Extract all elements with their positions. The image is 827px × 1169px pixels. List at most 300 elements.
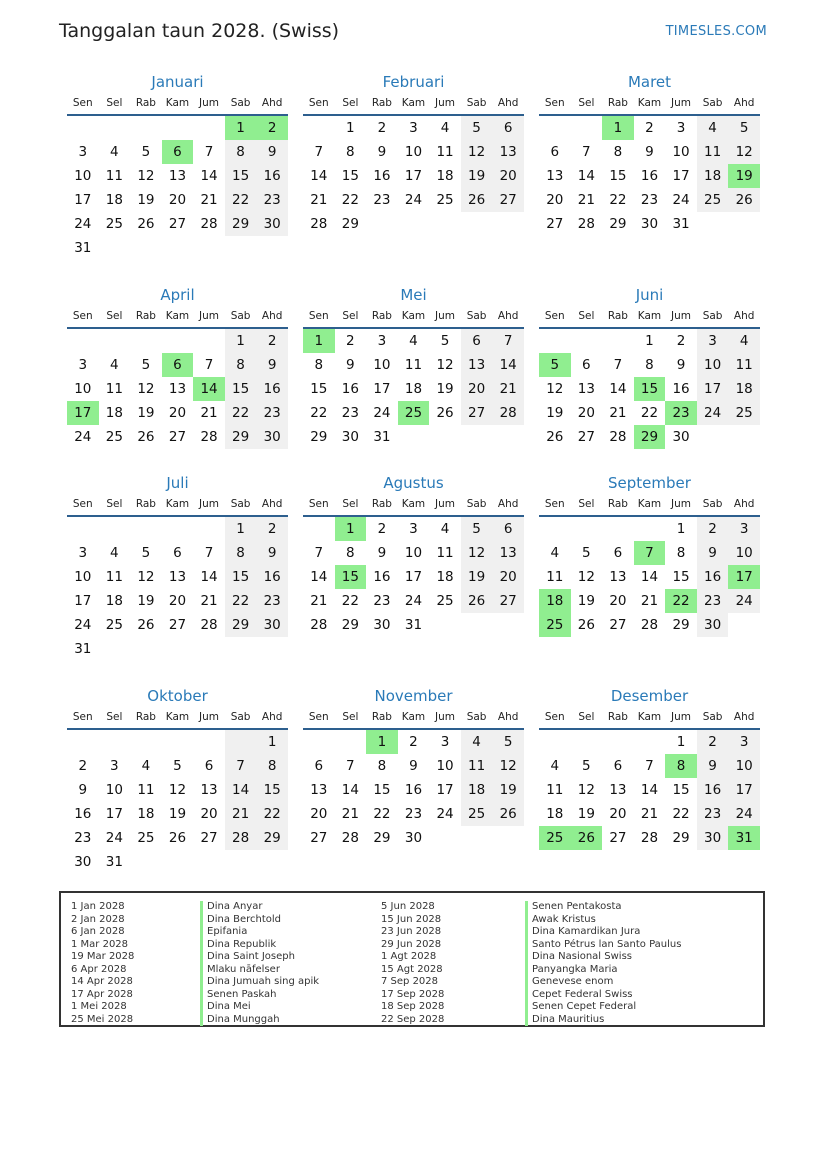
empty-cell — [193, 517, 225, 541]
day-cell: 28 — [577, 216, 595, 232]
weekday-label: Kam — [637, 711, 662, 723]
day-cell: 3 — [78, 357, 88, 373]
weekday-label: Rab — [371, 97, 392, 109]
day-cell: 22 — [225, 188, 257, 212]
brand-link[interactable]: TIMESLES.COM — [665, 24, 767, 39]
day-cell: 3 — [377, 333, 387, 349]
day-cell: 19 — [577, 593, 595, 609]
day-cell: 8 — [676, 545, 686, 561]
day-cell: 1 — [225, 329, 257, 353]
day-cell: 5 — [492, 730, 524, 754]
day-cell: 12 — [137, 569, 155, 585]
day-cell: 4 — [550, 758, 560, 774]
day-cell: 24 — [373, 405, 391, 421]
day-cell: 28 — [609, 429, 627, 445]
weekday-label: Ahd — [733, 310, 755, 322]
day-cell: 28 — [225, 826, 257, 850]
day-cell: 22 — [609, 192, 627, 208]
day-cell: 19 — [168, 806, 187, 822]
day-cell: 30 — [672, 429, 690, 445]
day-cell: 23 — [341, 405, 359, 421]
day-cell: 4 — [110, 545, 119, 561]
day-cell: 27 — [168, 429, 187, 445]
holiday-entry: Dina Berchtold — [207, 913, 282, 925]
day-cell: 25 — [697, 188, 729, 212]
day-cell: 9 — [377, 144, 387, 160]
day-cell: 10 — [74, 569, 92, 585]
day-cell: 2 — [409, 734, 418, 750]
day-cell: 20 — [546, 192, 564, 208]
day-cell: 16 — [256, 164, 288, 188]
holiday-day-cell: 15 — [634, 377, 666, 401]
empty-cell — [162, 730, 194, 754]
day-cell: 1 — [256, 730, 288, 754]
day-cell: 3 — [110, 758, 119, 774]
day-cell: 19 — [461, 164, 493, 188]
day-cell: 5 — [582, 758, 591, 774]
day-cell: 3 — [697, 329, 729, 353]
day-cell: 4 — [110, 357, 119, 373]
weekday-header — [67, 92, 288, 116]
day-cell: 25 — [728, 401, 760, 425]
day-cell: 16 — [697, 778, 729, 802]
day-cell: 21 — [310, 192, 328, 208]
day-cell: 26 — [137, 429, 155, 445]
day-cell: 10 — [697, 353, 729, 377]
day-cell: 18 — [436, 168, 454, 184]
weekday-label: Sen — [72, 310, 93, 322]
day-cell: 7 — [492, 329, 524, 353]
holiday-entry: 15 Agt 2028 — [381, 963, 443, 975]
weekday-label: Sab — [702, 498, 723, 510]
day-cell: 6 — [613, 758, 623, 774]
day-cell: 8 — [613, 144, 623, 160]
day-cell: 9 — [697, 754, 729, 778]
day-cell: 30 — [256, 425, 288, 449]
day-cell: 23 — [697, 589, 729, 613]
day-cell: 27 — [492, 589, 524, 613]
weekday-label: Rab — [607, 711, 628, 723]
month-name: Februari — [382, 73, 445, 91]
weekday-label: Kam — [401, 498, 426, 510]
day-cell: 21 — [492, 377, 524, 401]
weekday-label: Ahd — [497, 310, 519, 322]
day-cell: 31 — [74, 641, 92, 657]
weekday-label: Ahd — [497, 498, 519, 510]
day-cell: 27 — [461, 401, 493, 425]
holiday-names-col-2 — [532, 901, 681, 1026]
day-cell: 21 — [640, 806, 659, 822]
holiday-entry: 5 Jun 2028 — [381, 901, 435, 912]
month-name: September — [608, 474, 691, 492]
day-grid — [303, 329, 524, 449]
day-cell: 9 — [78, 782, 88, 798]
holiday-entry: 1 Mei 2028 — [71, 1001, 127, 1012]
day-cell: 18 — [697, 164, 729, 188]
weekday-label: Jum — [435, 97, 456, 109]
day-cell: 8 — [346, 144, 355, 160]
day-cell: 4 — [697, 116, 729, 140]
holiday-dates-col-1 — [71, 901, 134, 1026]
day-cell: 20 — [492, 164, 524, 188]
day-cell: 30 — [404, 830, 423, 846]
day-cell: 5 — [461, 517, 493, 541]
day-cell: 25 — [137, 830, 155, 846]
empty-cell — [67, 730, 99, 754]
day-cell: 29 — [672, 830, 690, 846]
day-cell: 18 — [105, 192, 123, 208]
day-cell: 22 — [341, 593, 359, 609]
empty-cell — [539, 329, 571, 353]
month-name: Agustus — [383, 474, 444, 492]
day-cell: 25 — [461, 802, 493, 826]
day-cell: 21 — [577, 192, 595, 208]
month-name: Juli — [166, 474, 189, 492]
day-cell: 11 — [105, 569, 123, 585]
day-cell: 14 — [640, 569, 659, 585]
weekday-label: Kam — [637, 310, 662, 322]
day-cell: 1 — [225, 517, 257, 541]
day-cell: 3 — [409, 120, 418, 136]
weekday-label: Jum — [671, 97, 692, 109]
page-title: Tanggalan taun 2028. (Swiss) — [59, 20, 340, 42]
day-cell: 23 — [256, 589, 288, 613]
day-cell: 19 — [492, 778, 524, 802]
weekday-label: Kam — [165, 711, 190, 723]
weekday-label: Sen — [72, 711, 93, 723]
weekday-header — [67, 305, 288, 329]
day-cell: 9 — [676, 357, 686, 373]
day-cell: 17 — [404, 569, 423, 585]
day-cell: 2 — [256, 329, 288, 353]
day-cell: 24 — [404, 192, 423, 208]
holiday-entry: 1 Agt 2028 — [381, 951, 437, 962]
month-juli — [67, 473, 288, 661]
empty-cell — [130, 730, 162, 754]
day-cell: 10 — [436, 758, 454, 774]
day-cell: 31 — [373, 429, 391, 445]
weekday-label: Rab — [135, 97, 156, 109]
day-cell: 2 — [346, 333, 355, 349]
day-grid — [67, 116, 288, 260]
day-cell: 19 — [137, 405, 155, 421]
weekday-label: Sel — [578, 310, 595, 322]
holiday-entry: 2 Jan 2028 — [71, 913, 125, 925]
weekday-label: Sel — [342, 310, 359, 322]
day-grid — [67, 517, 288, 661]
day-cell: 9 — [645, 144, 654, 160]
day-cell: 22 — [225, 401, 257, 425]
day-cell: 15 — [672, 569, 690, 585]
weekday-header — [303, 493, 524, 517]
day-cell: 12 — [168, 782, 187, 798]
day-cell: 28 — [200, 429, 218, 445]
day-cell: 22 — [310, 405, 328, 421]
day-cell: 12 — [728, 140, 760, 164]
weekday-label: Sel — [106, 498, 123, 510]
holiday-entry: Epifania — [207, 926, 248, 937]
empty-cell — [162, 116, 194, 140]
holiday-entry: 19 Mar 2028 — [71, 951, 135, 962]
day-cell: 5 — [440, 333, 450, 349]
day-cell: 29 — [256, 826, 288, 850]
day-cell: 3 — [676, 120, 686, 136]
weekday-label: Sen — [308, 97, 329, 109]
day-cell: 15 — [373, 782, 391, 798]
weekday-label: Sel — [578, 498, 595, 510]
holiday-entry: Dina Nasional Swiss — [532, 951, 632, 962]
holiday-entry: 29 Jun 2028 — [381, 938, 442, 950]
day-cell: 23 — [373, 192, 391, 208]
month-juni — [539, 285, 760, 449]
month-name: Mei — [400, 286, 427, 304]
weekday-label: Rab — [607, 310, 628, 322]
empty-cell — [225, 730, 257, 754]
weekday-label: Sab — [702, 711, 723, 723]
day-cell: 9 — [346, 357, 355, 373]
weekday-label: Sen — [72, 97, 93, 109]
day-cell: 20 — [492, 565, 524, 589]
day-cell: 31 — [404, 617, 423, 633]
weekday-label: Sab — [230, 97, 251, 109]
day-cell: 30 — [341, 429, 359, 445]
empty-cell — [99, 730, 131, 754]
weekday-header — [303, 706, 524, 730]
weekday-label: Sen — [308, 711, 329, 723]
day-cell: 20 — [461, 377, 493, 401]
day-cell: 25 — [105, 617, 123, 633]
day-grid — [67, 730, 288, 874]
day-cell: 21 — [310, 593, 328, 609]
empty-cell — [130, 116, 162, 140]
day-cell: 28 — [310, 617, 328, 633]
weekday-label: Sel — [106, 310, 123, 322]
day-cell: 15 — [256, 778, 288, 802]
weekday-label: Ahd — [261, 711, 283, 723]
day-cell: 26 — [577, 617, 595, 633]
day-cell: 19 — [436, 381, 454, 397]
day-cell: 3 — [78, 545, 88, 561]
day-cell: 8 — [645, 357, 654, 373]
weekday-label: Jum — [671, 498, 692, 510]
day-cell: 27 — [577, 429, 595, 445]
empty-cell — [193, 116, 225, 140]
holiday-day-cell: 25 — [398, 401, 430, 425]
holiday-entry: 6 Apr 2028 — [71, 963, 127, 975]
day-cell: 6 — [314, 758, 324, 774]
empty-cell — [539, 730, 571, 754]
day-cell: 26 — [137, 216, 155, 232]
day-cell: 23 — [697, 802, 729, 826]
month-april — [67, 285, 288, 449]
day-cell: 16 — [256, 377, 288, 401]
day-cell: 6 — [204, 758, 214, 774]
day-cell: 26 — [168, 830, 187, 846]
weekday-label: Rab — [371, 711, 392, 723]
weekday-label: Kam — [165, 498, 190, 510]
day-cell: 16 — [256, 565, 288, 589]
holiday-day-cell: 7 — [634, 541, 666, 565]
day-cell: 25 — [105, 216, 123, 232]
day-cell: 26 — [436, 405, 454, 421]
day-cell: 22 — [256, 802, 288, 826]
holiday-entry: Dina Saint Joseph — [207, 951, 295, 962]
day-cell: 17 — [373, 381, 391, 397]
day-cell: 23 — [404, 806, 423, 822]
holiday-day-cell: 2 — [256, 116, 288, 140]
day-cell: 28 — [492, 401, 524, 425]
day-cell: 5 — [141, 144, 151, 160]
day-cell: 18 — [546, 806, 564, 822]
weekday-label: Sel — [106, 711, 123, 723]
day-cell: 10 — [404, 545, 423, 561]
weekday-label: Ahd — [261, 310, 283, 322]
weekday-label: Jum — [435, 498, 456, 510]
day-cell: 7 — [645, 758, 654, 774]
day-cell: 8 — [225, 541, 257, 565]
day-cell: 17 — [672, 168, 690, 184]
weekday-label: Sab — [466, 498, 487, 510]
weekday-label: Ahd — [261, 498, 283, 510]
weekday-label: Ahd — [497, 711, 519, 723]
day-cell: 13 — [609, 569, 627, 585]
day-cell: 21 — [200, 405, 218, 421]
day-cell: 16 — [74, 806, 92, 822]
day-cell: 20 — [310, 806, 328, 822]
day-cell: 4 — [440, 120, 450, 136]
day-cell: 16 — [373, 569, 391, 585]
day-cell: 12 — [436, 357, 454, 373]
holiday-day-cell: 1 — [225, 116, 257, 140]
weekday-label: Kam — [401, 97, 426, 109]
day-cell: 2 — [256, 517, 288, 541]
day-cell: 24 — [436, 806, 454, 822]
day-cell: 6 — [613, 545, 623, 561]
day-cell: 14 — [200, 569, 218, 585]
weekday-label: Jum — [199, 97, 220, 109]
day-cell: 25 — [105, 429, 123, 445]
holiday-dates-col-2 — [381, 901, 444, 1026]
holiday-entry: Awak Kristus — [532, 913, 596, 925]
day-cell: 8 — [314, 357, 324, 373]
day-cell: 11 — [436, 545, 454, 561]
day-cell: 13 — [546, 168, 564, 184]
day-cell: 30 — [373, 617, 391, 633]
day-cell: 27 — [546, 216, 564, 232]
day-cell: 14 — [341, 782, 359, 798]
day-cell: 29 — [672, 617, 690, 633]
day-cell: 15 — [225, 377, 257, 401]
holiday-day-cell: 1 — [602, 116, 634, 140]
holiday-day-cell: 22 — [665, 589, 697, 613]
weekday-label: Rab — [607, 97, 628, 109]
holiday-entry: 22 Sep 2028 — [381, 1013, 445, 1025]
weekday-label: Rab — [135, 310, 156, 322]
holiday-list — [59, 891, 765, 1027]
day-cell: 11 — [461, 754, 493, 778]
day-cell: 30 — [697, 613, 729, 637]
day-cell: 13 — [609, 782, 627, 798]
month-name: November — [374, 687, 453, 705]
day-cell: 6 — [173, 545, 182, 561]
day-cell: 17 — [74, 192, 92, 208]
day-cell: 29 — [373, 830, 391, 846]
day-cell: 1 — [676, 734, 686, 750]
day-cell: 16 — [373, 168, 391, 184]
day-cell: 20 — [168, 593, 187, 609]
weekday-header — [303, 305, 524, 329]
holiday-day-cell: 25 — [539, 826, 571, 850]
holiday-day-cell: 5 — [539, 353, 571, 377]
day-cell: 2 — [377, 521, 387, 537]
holiday-entry: Cepet Federal Swiss — [532, 988, 633, 1000]
day-cell: 18 — [436, 569, 454, 585]
weekday-label: Sen — [544, 310, 565, 322]
day-cell: 22 — [373, 806, 391, 822]
empty-cell — [571, 517, 603, 541]
day-cell: 12 — [546, 381, 564, 397]
day-cell: 3 — [409, 521, 418, 537]
day-cell: 3 — [728, 730, 760, 754]
day-cell: 2 — [377, 120, 387, 136]
day-cell: 20 — [577, 405, 595, 421]
holiday-entry: 18 Sep 2028 — [381, 1001, 445, 1012]
weekday-label: Sab — [466, 310, 487, 322]
day-cell: 7 — [204, 545, 214, 561]
empty-cell — [67, 517, 99, 541]
day-cell: 1 — [645, 333, 654, 349]
day-cell: 28 — [341, 830, 359, 846]
day-cell: 10 — [728, 541, 760, 565]
day-cell: 14 — [310, 168, 328, 184]
day-cell: 11 — [404, 357, 423, 373]
holiday-entry: 6 Jan 2028 — [71, 926, 125, 937]
day-cell: 28 — [640, 830, 659, 846]
holiday-day-cell: 31 — [728, 826, 760, 850]
month-november — [303, 686, 524, 850]
holiday-entry: Dina Kamardikan Jura — [532, 926, 641, 937]
weekday-label: Jum — [435, 310, 456, 322]
day-cell: 30 — [74, 854, 92, 870]
month-oktober — [67, 686, 288, 874]
holiday-names-col-1 — [207, 901, 319, 1026]
day-cell: 16 — [341, 381, 359, 397]
day-cell: 16 — [640, 168, 659, 184]
holiday-entry: 15 Jun 2028 — [381, 913, 442, 925]
day-cell: 24 — [74, 429, 92, 445]
empty-cell — [193, 329, 225, 353]
weekday-label: Sab — [466, 97, 487, 109]
day-cell: 25 — [436, 192, 454, 208]
day-cell: 8 — [346, 545, 355, 561]
day-cell: 9 — [256, 353, 288, 377]
day-cell: 23 — [256, 188, 288, 212]
holiday-entry: 23 Jun 2028 — [381, 926, 442, 937]
empty-cell — [571, 116, 603, 140]
day-cell: 13 — [577, 381, 595, 397]
weekday-label: Rab — [371, 310, 392, 322]
day-cell: 26 — [461, 589, 493, 613]
day-cell: 1 — [346, 120, 355, 136]
day-cell: 13 — [168, 168, 187, 184]
day-cell: 7 — [346, 758, 355, 774]
day-cell: 29 — [225, 212, 257, 236]
day-cell: 17 — [105, 806, 123, 822]
day-cell: 20 — [168, 192, 187, 208]
holiday-day-cell: 25 — [539, 613, 571, 637]
day-cell: 19 — [137, 593, 155, 609]
day-cell: 24 — [105, 830, 123, 846]
